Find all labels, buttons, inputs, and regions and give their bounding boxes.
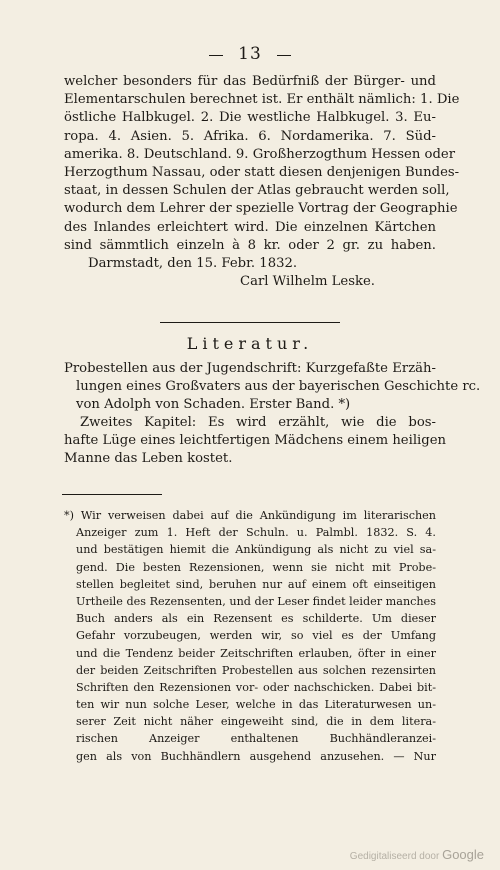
header-dash-left: [209, 45, 223, 65]
page-number: 13: [238, 44, 262, 64]
footnote-line: serer Zeit nicht näher eingeweiht sind, die in dem litera-: [76, 715, 436, 729]
footnote: [64, 507, 436, 765]
watermark-text: Gedigitaliseerd door: [349, 851, 440, 862]
footnote-line: der beiden Zeitschriften Probestellen aus solchen rezensirten: [76, 663, 436, 677]
text-line: staat, in dessen Schulen der Atlas gebraucht werden soll,: [64, 183, 450, 199]
footnote-rule: [62, 494, 162, 495]
text-line: sind sämmtlich einzeln à 8 kr. oder 2 gr. zu haben.: [64, 237, 436, 253]
footnote-line: Anzeiger zum 1. Heft der Schuln. u. Palmbl. 1832. S. 4.: [76, 526, 436, 540]
text-line: amerika. 8. Deutschland. 9. Großherzogthum Hessen oder: [64, 146, 456, 162]
digitization-watermark: [350, 847, 484, 862]
text-line: wodurch dem Lehrer der spezielle Vortrag der Geographie: [64, 201, 458, 217]
footnote-line: *) Wir verweisen dabei auf die Ankündigung im literarischen: [64, 509, 436, 522]
text-line: lungen eines Großvaters aus der bayerischen Geschichte rc.: [76, 379, 481, 394]
text-line: welcher besonders für das Bedürfniß der Bürger- und: [64, 74, 436, 89]
footnote-line: gend. Die besten Rezensionen, wenn sie nicht mit Probe-: [76, 560, 436, 574]
text-line: von Adolph von Schaden. Erster Band. *): [76, 397, 351, 412]
text-line: Herzogthum Nassau, oder statt diesen denjenigen Bundes-: [64, 164, 460, 180]
literatur-paragraph: [64, 360, 481, 468]
header-dash-right: [277, 45, 291, 65]
text-line: Manne das Leben kostet.: [64, 451, 233, 466]
section-title: Literatur.: [186, 334, 314, 353]
footnote-line: gen als von Buchhändlern ausgehend anzusehen. — Nur: [76, 749, 436, 763]
text-line: östliche Halbkugel. 2. Die westliche Halbkugel. 3. Eu-: [64, 110, 436, 126]
footnote-line: Buch anders als ein Rezensent es schilderte. Um dieser: [76, 612, 436, 626]
google-logo: Google: [442, 847, 484, 862]
footnote-line: Gefahr vorzubeugen, werden wir, so viel es der Umfang: [76, 629, 436, 643]
footnote-line: und die Tendenz beider Zeitschriften erlauben, öfter in einer: [76, 646, 436, 660]
atlas-paragraph: [64, 73, 460, 291]
text-line: ropa. 4. Asien. 5. Afrika. 6. Nordamerika. 7. Süd-: [64, 128, 436, 144]
section-divider: [160, 322, 340, 323]
text-line: Zweites Kapitel: Es wird erzählt, wie die bos-: [80, 415, 436, 430]
footnote-line: ten wir nun solche Leser, welche in das Literaturwesen un-: [76, 698, 436, 712]
footnote-line: rischen Anzeiger enthaltenen Buchhändleranzei-: [76, 732, 436, 746]
footnote-line: stellen begleitet sind, beruhen nur auf einem oft einseitigen: [76, 577, 436, 591]
dateline: Darmstadt, den 15. Febr. 1832.: [88, 255, 298, 271]
footnote-line: Urtheile des Rezensenten, und der Leser findet leider manches: [76, 594, 436, 608]
text-line: Probestellen aus der Jugendschrift: Kurzgefaßte Erzäh-: [64, 361, 436, 376]
text-line: hafte Lüge eines leichtfertigen Mädchens einem heiligen: [64, 433, 447, 448]
signature: Carl Wilhelm Leske.: [240, 274, 375, 290]
text-line: Elementarschulen berechnet ist. Er enthält nämlich: 1. Die: [64, 92, 460, 108]
page-header: [0, 44, 500, 65]
text-line: des Inlandes erleichtert wird. Die einzelnen Kärtchen: [64, 219, 436, 235]
footnote-line: Schriften den Rezensionen vor- oder nachschicken. Dabei bit-: [76, 680, 436, 694]
footnote-line: und bestätigen hiemit die Ankündigung als nicht zu viel sa-: [76, 543, 436, 557]
